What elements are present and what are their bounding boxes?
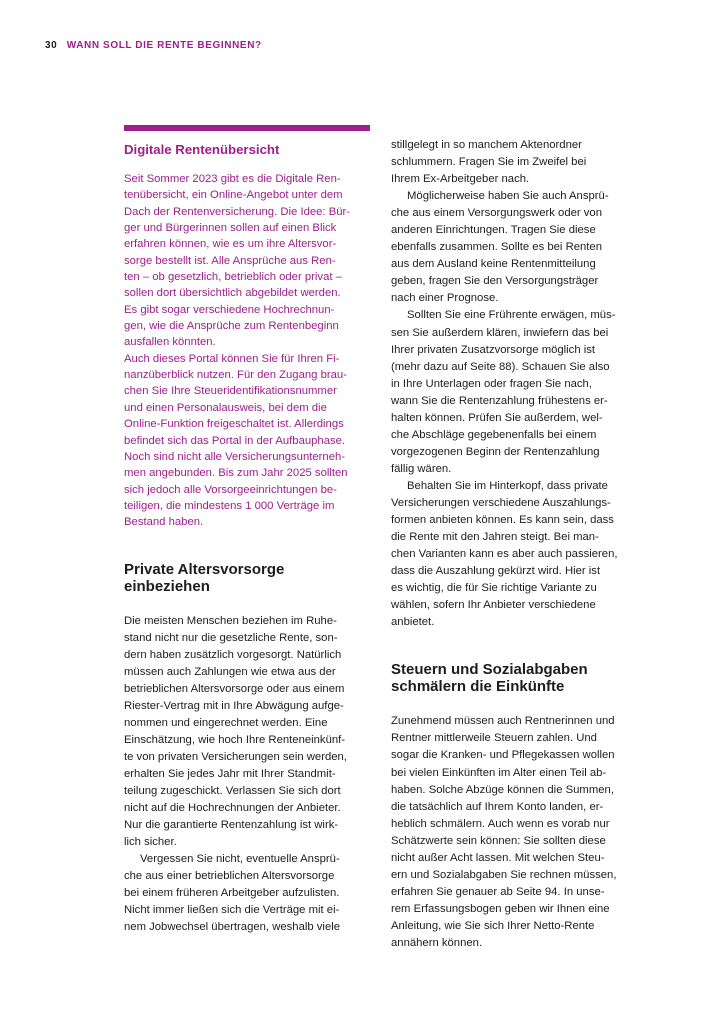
box-top-rule [124,125,370,131]
paragraph: Zunehmend müssen auch Rentnerinnen und Rentner mittlerweile Steuern zahlen. Und sogar die Kranken- und Pflegekassen wollen bei vielen Einkünften im Alter einen Teil ab- haben. Solche Abzüge können die Summen, die tatsächlich auf Ihrem Konto landen, er- heblich schmälern. Auch wenn es vorab nur Schätzwerte sein können: Sie sollten diese nicht außer Acht lassen. Mit welchen Steu- ern und Sozialabgaben Sie rechnen müssen, erfahren Sie genauer ab Seite 94. In unse- rem Erfassungsbogen geben wir Ihnen eine Anleitung, wie Sie sich Ihrer Netto-Rente annähern können. [391,715,617,949]
paragraph: Sollten Sie eine Frührente erwägen, müs- sen Sie außerdem klären, inwiefern das bei Ihrer privaten Zusatzvorsorge möglich ist (mehr dazu auf Seite 88). Schauen Sie also in Ihre Unterlagen oder fragen Sie nach, wann Sie die Rentenzahlung frühestens er- halten können. Prüfen Sie außerdem, wel- che Abschläge gegebenenfalls bei einem vorgezogenen Beginn der Rentenzahlung fällig wären. [391,309,616,475]
paragraph: Vergessen Sie nicht, eventuelle Ansprü- che aus einer betrieblichen Altersvorsorge bei einem früheren Arbeitgeber aufzulisten. Nicht immer ließen sich die Verträge mit ei- nem Jobwechsel übertragen, weshalb viele [124,853,341,934]
right-column [391,137,641,952]
section-heading-private: Private Altersvorsorge einbeziehen [124,560,285,595]
section-body-taxes [391,713,641,952]
box-title: Digitale Rentenübersicht [124,142,280,157]
chapter-title: WANN SOLL DIE RENTE BEGINNEN? [66,40,262,51]
box-paragraph-1: Seit Sommer 2023 gibt es die Digitale Ren- tenübersicht, ein Online-Angebot unter dem Dach der Rentenversicherung. Die Idee: Bür- ger und Bürgerinnen sollen auf einen Blick erfahren können, wie es um ihre Altersvor- sorge bestellt ist. Alle Ansprüche aus Ren- ten – ob gesetzlich, betrieblich oder privat – sollen dort übersichtlich abgebildet werden. Es gibt sogar verschiedene Hochrechnun- gen, wie die Ansprüche zum Rentenbeginn ausfallen könnten. [124,173,351,349]
paragraph: Behalten Sie im Hinterkopf, dass private Versicherungen verschiedene Auszahlungs- formen anbieten können. Es kann sein, dass die Rente mit den Jahren steigt. Bei man- chen Varianten kann es aber auch passieren, dass die Auszahlung gekürzt wird. Hier ist es wichtig, die für Sie richtige Variante zu wählen, sofern Ihr Anbieter verschiedene anbietet. [391,479,618,629]
paragraph: Die meisten Menschen beziehen im Ruhe- stand nicht nur die gesetzliche Rente, son- dern haben zusätzlich vorgesorgt. Natürlich müssen auch Zahlungen wie etwa aus der betrieblichen Altersvorsorge oder aus einem Riester-Vertrag mit in Ihre Abwägung aufge- nommen und eingerechnet werden. Eine Einschätzung, wie hoch Ihre Renteneinkünf- te von privaten Versicherungen sein werden, erhalten Sie jedes Jahr mit Ihrer Standmit- teilung zugeschickt. Verlassen Sie sich dort nicht auf die Hochrechnungen der Anbieter. Nur die garantierte Rentenzahlung ist wirk- lich sicher. [124,614,347,849]
section-body-private [124,613,372,937]
box-paragraph-2: Auch dieses Portal können Sie für Ihren Fi- nanzüberblick nutzen. Für den Zugang brau- chen Sie Ihre Steueridentifikationsnummer und einen Personalausweis, bei dem die Online-Funktion freigeschaltet ist. Allerdings befindet sich das Portal in der Aufbauphase. Noch sind nicht alle Versicherungsunterneh- men angebunden. Bis zum Jahr 2025 sollten sich jedoch alle Vorsorgeeinrichtungen be- teiligen, die mindestens 1 000 Verträge im Bestand haben. [124,352,348,529]
paragraph: stillgelegt in so manchem Aktenordner schlummern. Fragen Sie im Zweifel bei Ihrem Ex-Arbeitgeber nach. [391,139,587,186]
box-text [124,171,372,531]
running-head [45,40,262,51]
page-number: 30 [45,40,58,51]
left-column [124,125,372,936]
paragraph: Möglicherweise haben Sie auch Ansprü- che aus einem Versorgungswerk oder von anderen Einrichtungen. Tragen Sie diese ebenfalls zusammen. Sollte es bei Renten aus dem Ausland keine Rentenmitteilung geben, fragen Sie den Versorgungsträger nach einer Prognose. [391,190,609,305]
section-heading-taxes: Steuern und Sozialabgaben schmälern die Einkünfte [391,661,588,696]
